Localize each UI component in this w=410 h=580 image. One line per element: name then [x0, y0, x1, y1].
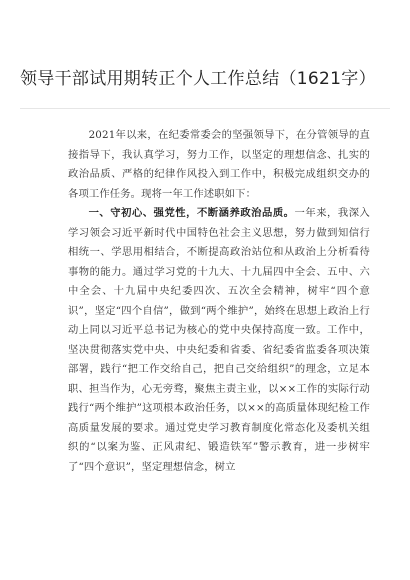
document-body[interactable] — [68, 126, 370, 477]
section-1-paragraph — [68, 204, 370, 477]
page-title: 领导干部试用期转正个人工作总结（1621字） — [20, 69, 376, 89]
section-1-heading: 一、守初心、强党性，不断涵养政治品质。 — [88, 207, 295, 219]
intro-paragraph: 2021年以来，在纪委常委会的坚强领导下，在分管领导的直接指导下，我认真学习，努力工作，以坚定的理想信念、扎实的政治品质、严格的纪律作风投入到工作中，积极完成组织交办的各项工作任务。现将一年工作述职如下： — [68, 129, 370, 200]
section-1-text: 一年来，我深入学习领会习近平新时代中国特色社会主义思想，努力做到知信行相统一、学思用相结合，不断提高政治站位和从政治上分析看待事物的能力。通过学习党的十九大、十九届四中全会、五中、六中全会、十九届中央纪委四次、五次全会精神，树牢“四个意识”，坚定“四个自信”，做到“两个维护”，始终在思想上政治上行动上同以习近平总书记为核心的党中央保持高度一致。工作中，坚决贯彻落实党中央、中央纪委和省委、省纪委省监委各项决策部署，践行“把工作交给自己，把自己交给组织”的理念，立足本职、担当作为，心无旁骛，聚焦主责主业，以××工作的实际行动践行“两个维护”这项根本政治任务，以××的高质量体现纪检工作高质量发展的要求。通过党史学习教育制度化常态化及委机关组织的“以案为鉴、正风肃纪、锻造铁军”警示教育，进一步树牢了“四个意识”，坚定理想信念，树立 — [68, 207, 370, 473]
title-divider — [20, 108, 390, 109]
